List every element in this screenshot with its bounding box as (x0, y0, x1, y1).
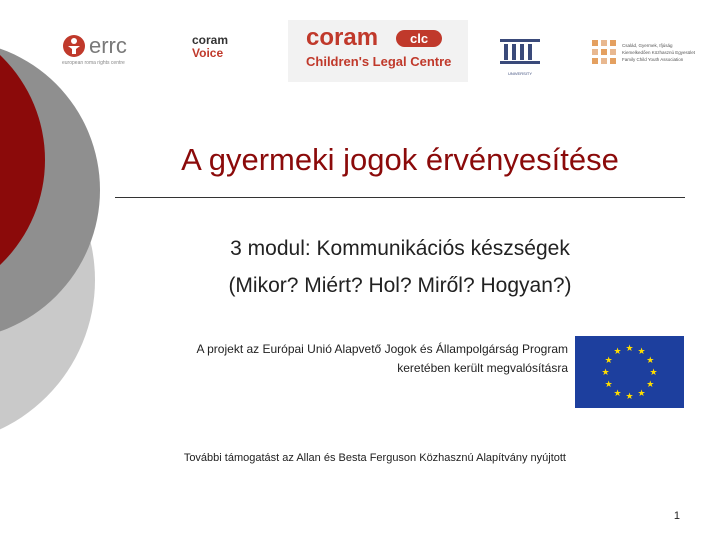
eu-star-icon: ★ (637, 346, 646, 357)
association-line3: Family Child Youth Association (622, 57, 684, 62)
slide-title: A gyermeki jogok érvényesítése (181, 142, 619, 177)
errc-wordmark: errc (89, 33, 127, 58)
errc-tagline: european roma rights centre (62, 60, 125, 66)
association-line1: Család, Gyermek, Ifjúság (622, 43, 673, 48)
eu-stars (575, 336, 684, 408)
subtitle-line-1: 3 modul: Kommunikációs készségek (230, 237, 570, 260)
eu-star-icon: ★ (646, 355, 655, 365)
slide-subtitle (130, 230, 670, 304)
project-funding-text (110, 340, 568, 378)
coram-voice-line1: coram (192, 33, 229, 47)
eu-star-icon: ★ (613, 387, 622, 398)
coram-clc-subtitle: Children's Legal Centre (306, 54, 452, 69)
page-number: 1 (673, 510, 680, 522)
institution-logo (496, 36, 544, 76)
eu-flag-icon (575, 336, 684, 408)
association-grid-icon (592, 40, 618, 66)
coram-voice-logo (192, 34, 244, 68)
eu-star-icon: ★ (649, 367, 658, 377)
university-columns-icon (496, 36, 544, 66)
errc-figure-icon (62, 34, 86, 58)
subtitle-line-2: (Mikor? Miért? Hol? Miről? Hogyan?) (228, 274, 572, 297)
eu-star-icon: ★ (625, 391, 634, 401)
project-line-2: keretében került megvalósításra (397, 361, 568, 375)
institution-caption: UNIVERSITY (507, 71, 532, 76)
eu-star-icon: ★ (625, 343, 634, 353)
eu-star-icon: ★ (613, 346, 622, 357)
coram-clc-badge: clc (396, 30, 442, 47)
project-line-1: A projekt az Európai Unió Alapvető Jogok és Állampolgárság Program (196, 342, 568, 356)
coram-voice-line2: Voice (192, 46, 224, 60)
eu-star-icon: ★ (604, 355, 613, 365)
eu-star-icon: ★ (601, 367, 610, 377)
association-line2: Kiemelkedően Közhasznú Egyesület (622, 50, 696, 55)
errc-logo (62, 34, 142, 70)
coram-clc-logo (288, 20, 468, 82)
support-text: További támogatást az Allan és Besta Ferguson Közhasznú Alapítvány nyújtott (183, 452, 566, 464)
title-divider (115, 197, 685, 198)
coram-clc-word: coram (306, 24, 379, 51)
logo-strip (0, 20, 720, 100)
association-logo (592, 40, 708, 70)
eu-star-icon: ★ (604, 379, 613, 389)
eu-star-icon: ★ (637, 387, 646, 398)
eu-star-icon: ★ (646, 379, 655, 389)
